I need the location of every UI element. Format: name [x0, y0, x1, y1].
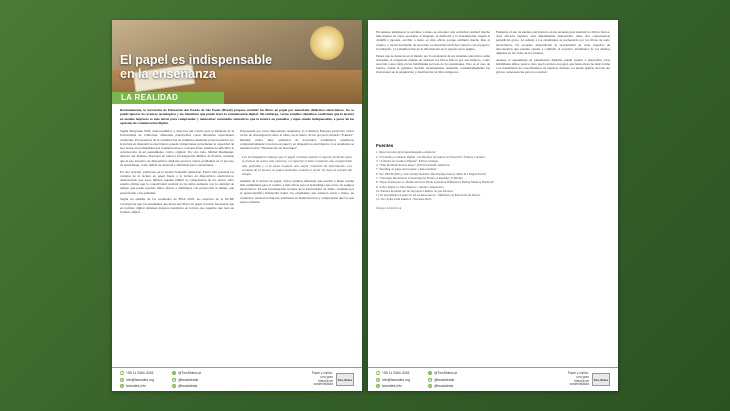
page-footer — [368, 367, 618, 391]
body-columns — [112, 125, 362, 217]
body-paragraph: Preocupada por estos importantes resultados, la Comisión Europea promovió varios ciclos de investigación sobre el tema, en el marco de un proyecto titulado "E-Read". Durante cuatro años, alrededor de doscientos académicos estudiaron comparativamente la lectura en papel y en dispositivos electrónicos. Los resultados se reunieron en la "Declaración de Stavanger". — [240, 129, 354, 150]
brand-block — [312, 372, 354, 387]
facebook-icon: f — [173, 371, 175, 375]
email-contact[interactable] — [120, 378, 154, 382]
tagline-line: historia de — [574, 378, 589, 383]
two-sides-logo: Two Sides — [336, 373, 354, 386]
globe-icon: ◎ — [376, 384, 380, 388]
brand-block — [568, 372, 610, 387]
brand-tagline — [568, 372, 589, 387]
body-paragraph: Según Maryanne Wolf, neurocientífica y directora del Centro para la Dislexia de la Universidad de California, diferentes plataformas crean diferentes capacidades cerebrales. En presencia de la combinación de estímulos mentales proporcionados por la lectura en dispositivos electrónicos puede comprometer gravemente la capacidad de leer textos en profundidad que requieren mayor concentración, además de dificultar la construcción de un pensamiento crítico original. Por otro lado, Michel Desmurget, director del Instituto Nacional de Salud e Investigación Médica de Francia, sostiene que el uso excesivo de dispositivos digitales provoca varios problemas en el proceso de aprendizaje, como déficit de atención y dificultad para concentrarse. — [120, 129, 234, 167]
web-contact[interactable] — [376, 384, 410, 388]
brand-tagline — [312, 372, 333, 387]
source-item[interactable]: 12. Two Sides Latin America - Encuesta 2023. — [376, 197, 432, 202]
tagline-line: historia de — [318, 378, 333, 383]
linkedin-icon: in — [172, 384, 176, 388]
source-item[interactable]: 2. "O Cérebro no Mundo Digital - Os Desafios da Leitura na Nossa Era", Editora Contexto. — [376, 154, 486, 159]
section-label: LA REALIDAD — [121, 93, 179, 102]
facebook-link[interactable] — [172, 371, 201, 375]
source-item[interactable]: 1. https://escolar.org.br/aprendizagem-a-distancia/ — [376, 150, 437, 155]
facebook-icon: f — [429, 371, 431, 375]
linkedin-icon: in — [428, 384, 432, 388]
social-group — [172, 371, 201, 388]
hero-title-line2: en la enseñanza — [120, 67, 216, 81]
tagline-line: una gran — [320, 374, 333, 379]
body-paragraph: Según un análisis de los resultados de PISA 2018, los expertos de la OCDE concluyeron que los estudiantes que dicen leer libros en papel con más frecuencia que en formato digital obtienen mejores resultados en lectura que aquellos que leen en formato digital. — [120, 197, 234, 215]
tagline-line: sostenibilidad — [569, 382, 589, 387]
body-column-1 — [120, 129, 234, 217]
source-item[interactable]: 3. "A fábrica de Cretinos Digitais", Editora Vestígio. — [376, 158, 439, 163]
tagline-line: Papel y cartón: — [311, 370, 333, 375]
phone-contact[interactable] — [376, 371, 410, 375]
linkedin-handle: @twosidesla — [177, 384, 198, 388]
contact-group — [376, 371, 410, 388]
contact-group — [120, 371, 154, 388]
body-paragraph: Además de la lectura en papel, varios estudios muestran que escribir a mano resulta más estimulante para el cerebro y más eficaz para el aprendizaje que el uso de equipos electrónicos. En una investigación reciente de la Universidad de Tokio, realizada por el neurocientífico Kuniyoshi Sakai, los estudiantes que tomaron notas a mano, en cuadernos, mostraron mejores resultados en memorización y comprensión que los que usaron tabletas. — [240, 178, 354, 204]
source-item[interactable]: 9. "Libro digital vs. libro impreso", estudio comparativo. — [376, 184, 445, 189]
instagram-icon: ◉ — [172, 377, 176, 382]
linkedin-link[interactable] — [172, 384, 201, 388]
email-address: info@twosides.org — [382, 377, 410, 382]
social-group — [428, 371, 457, 388]
two-sides-logo: Two Sides — [592, 373, 610, 386]
instagram-link[interactable] — [172, 378, 201, 382]
globe-icon: ◎ — [120, 384, 124, 388]
sources-section — [368, 137, 618, 202]
source-item[interactable]: 6. Ver: OECD (2021), 21st-Century Readers: Developing Literacy Skills in a Digital World. — [376, 171, 487, 176]
page-footer — [112, 367, 362, 391]
email-icon: @ — [120, 377, 124, 382]
source-item[interactable]: 8. "Paper Notebooks vs. Mobile Devices: Brain Activation Differences During Memory Retrieval". — [376, 180, 496, 185]
tagline-line: Papel y cartón: — [567, 370, 589, 375]
source-item[interactable]: 5. "Reading on paper and screens: a meta-analysis" — [376, 167, 438, 172]
body-columns — [368, 20, 618, 77]
lamp-light — [310, 26, 344, 60]
facebook-handle: @TwoSidesLat — [177, 371, 201, 375]
body-column-2 — [496, 30, 610, 77]
facebook-handle: @TwoSidesLat — [433, 371, 457, 375]
website: twosides.info — [126, 384, 146, 388]
body-column-2 — [240, 129, 354, 217]
email-address: info@twosides.org — [126, 377, 154, 382]
source-item[interactable]: 11. El aprendizaje en papel en las escuelas suecas - Ministerio de Educación de Suecia. — [376, 193, 481, 198]
website: twosides.info — [382, 384, 402, 388]
body-paragraph: Países que se destacan en el mundo por la excelencia de sus sistemas educativos están revisando el exagerado énfasis en sustituir los libros físicos por electrónicos, como reacción a una caída en las habilidades lectoras de los estudiantes. Esto es el caso de Suecia, donde el gobierno decidió recientemente aumentar considerablemente las inversiones en la adquisición y distribución de libros impresos. — [376, 53, 490, 75]
image-credit: Imagen: AdobeStock — [376, 205, 402, 210]
body-column-1 — [376, 30, 490, 77]
instagram-icon: ◉ — [428, 377, 432, 382]
instagram-handle: @twosideslat — [433, 377, 455, 382]
pull-quote: Los investigadores indican que el papel continúa siendo el soporte preferido para la lectura de textos más extensos, en especial si éstos requieren una comprensión más profunda y si la tarea requiere una mayor retención de información. Las ventajas de la lectura en papel aumentan cuando el lector lee bajo la presión del tiempo. — [242, 155, 352, 177]
email-icon: @ — [376, 377, 380, 382]
instagram-handle: @twosideslat — [177, 377, 199, 382]
document-page-2 — [368, 20, 618, 391]
body-paragraph: En quienes emplearon la escritura a mano se encontró una actividad cerebral mucho más intensa en áreas asociadas al lenguaje, la memoria y la visualización. Según el científico japonés, escribir a mano es más eficaz porque estimula mucho más el cerebro, a través del diseño de las letras, la sensación táctil del contacto con el papel y el bolígrafo, y la planificación de la información en el espacio de la página. — [376, 30, 490, 51]
body-paragraph: Fomentar el uso de medios electrónicos en las escuelas para sustituir los libros físicos, cuya eficacia superior está ampliamente demostrada, tiene otra consecuencia perjudicial grave. Al señalar a los estudiantes su preferencia por los libros de texto electrónicos, las escuelas desperdician la oportunidad de crear espacios de desconexión que puedan ayudar a combatir el excesivo abrumador de los medios digitales en las vidas de los jóvenes. — [496, 30, 610, 56]
email-contact[interactable] — [376, 378, 410, 382]
phone-number: +55 11 3464-3433 — [382, 371, 410, 375]
phone-number: +55 11 3464-3433 — [126, 371, 154, 375]
phone-contact[interactable] — [120, 371, 154, 375]
hero-title-line1: El papel es indispensable — [120, 53, 273, 67]
hero-title — [120, 53, 272, 81]
facebook-link[interactable] — [428, 371, 457, 375]
hero-image — [112, 20, 362, 104]
phone-icon: ☎ — [376, 371, 380, 375]
body-paragraph: Aunque el aprendizaje en plataformas digitales puede ayudar a desarrollar otras habilidades útiles, parece claro que la lectura en papel, que hasta ahora ha dado forma a la transmisión de conocimientos en nuestras culturas, no puede dejarse de lado sin graves consecuencias para la sociedad. — [496, 57, 610, 75]
tagline-line: sostenibilidad — [313, 382, 333, 387]
phone-icon: ☎ — [120, 371, 124, 375]
instagram-link[interactable] — [428, 378, 457, 382]
source-item[interactable]: 10. Estudos mostram que ler em papel é melhor do que em telas. — [376, 188, 454, 193]
linkedin-handle: @twosidesla — [433, 384, 454, 388]
document-page-1 — [112, 20, 362, 391]
linkedin-link[interactable] — [428, 384, 457, 388]
tagline-line: una gran — [576, 374, 589, 379]
sources-title: Fuentes — [376, 143, 394, 149]
web-contact[interactable] — [120, 384, 154, 388]
sources-list — [376, 150, 610, 202]
body-paragraph: En otro artículo, publicado en la revista Scientific American, Ferris Jabr presenta las ventajas de la lectura en papel frente a la lectura en dispositivos electrónicos, demostrando que estos últimos pueden inhibir la comprensión de los textos. Otro estudio afirma que la conectividad cerebral en los niños aumenta con la cantidad de tiempo que pasan leyendo libros físicos y disminuye con proporción al tiempo que pasan frente a las pantallas. — [120, 169, 234, 195]
intro-paragraph: Recientemente, la Secretaría de Educación del Estado de São Paulo (Brasil) propuso sustituir los libros en papel por materiales didácticos electrónicos. No se puede ignorar los avances tecnológicos y los beneficios que puede traer la comunicación digital. Sin embargo, varios estudios científicos confirman que la lectura en medios impresos es más eficaz para comprender y memorizar contenidos educativos que la lectura en pantallas y sigue siendo indispensable, a pesar de las opciones de comunicación digital. — [120, 108, 354, 125]
source-item[interactable]: 4. "Why the Brain Prefers Paper" (2013) Scientific American. — [376, 163, 451, 168]
source-item[interactable]: 7. "Stavanger Declaration Concerning the Future of Reading", E-READ. — [376, 176, 464, 180]
section-label-bar — [112, 92, 224, 104]
